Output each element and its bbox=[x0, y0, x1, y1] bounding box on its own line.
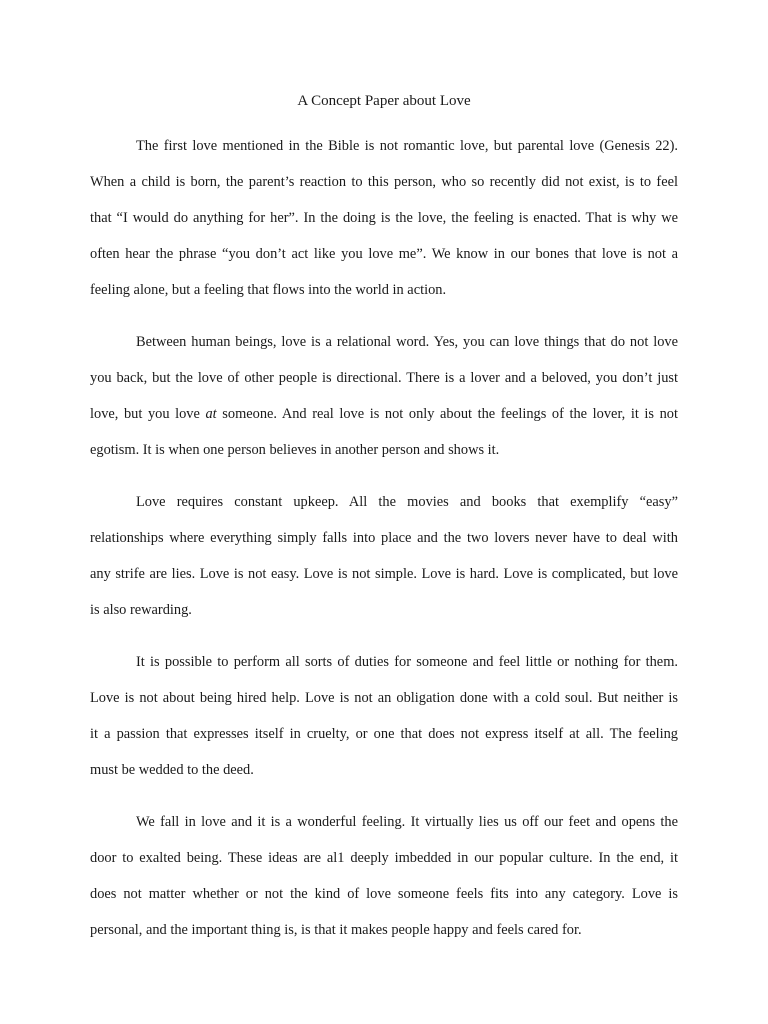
document-title: A Concept Paper about Love bbox=[297, 93, 471, 109]
text-line: It is possible to perform all sorts of duties for someone and feel little or nothing for them. bbox=[136, 654, 678, 670]
text-line: door to exalted being. These ideas are al1 deeply imbedded in our popular culture. In the end, it bbox=[90, 850, 678, 866]
paragraph-1 bbox=[90, 128, 678, 308]
paragraph-5 bbox=[90, 804, 678, 948]
text-run: someone. And real love is not only about the feelings of the lover, it is not bbox=[216, 406, 679, 422]
paragraph-4 bbox=[90, 644, 678, 788]
text-line: it a passion that expresses itself in cruelty, or one that does not express itself at all. The feeling bbox=[90, 726, 678, 742]
emphasis-text: at bbox=[205, 406, 217, 422]
text-line: We fall in love and it is a wonderful feeling. It virtually lies us off our feet and opens the bbox=[136, 814, 678, 830]
text-line: is also rewarding. bbox=[90, 602, 192, 618]
text-line: personal, and the important thing is, is that it makes people happy and feels cared for. bbox=[90, 922, 582, 938]
text-line: egotism. It is when one person believes in another person and shows it. bbox=[90, 442, 500, 458]
text-line: Love requires constant upkeep. All the movies and books that exemplify “easy” bbox=[136, 494, 678, 510]
text-line: any strife are lies. Love is not easy. Love is not simple. Love is hard. Love is complicated, but love bbox=[90, 566, 678, 582]
text-line: does not matter whether or not the kind of love someone feels fits into any category. Love is bbox=[90, 886, 678, 902]
paragraph-2 bbox=[90, 324, 678, 468]
text-line: Between human beings, love is a relational word. Yes, you can love things that do not love bbox=[136, 334, 678, 350]
text-line: relationships where everything simply falls into place and the two lovers never have to deal with bbox=[90, 530, 678, 546]
text-run: love, but you love bbox=[90, 406, 206, 422]
text-line: you back, but the love of other people is directional. There is a lover and a beloved, you don’t just bbox=[90, 370, 678, 386]
text-line: When a child is born, the parent’s reaction to this person, who so recently did not exist, is to feel bbox=[90, 174, 678, 190]
document-page bbox=[90, 90, 678, 964]
text-line bbox=[90, 396, 678, 432]
paragraph-3 bbox=[90, 484, 678, 628]
text-line: often hear the phrase “you don’t act like you love me”. We know in our bones that love is not a bbox=[90, 246, 678, 262]
text-line: that “I would do anything for her”. In the doing is the love, the feeling is enacted. That is why we bbox=[90, 210, 678, 226]
text-line: The first love mentioned in the Bible is not romantic love, but parental love (Genesis 22). bbox=[136, 138, 678, 154]
text-line: Love is not about being hired help. Love is not an obligation done with a cold soul. But neither is bbox=[90, 690, 678, 706]
text-line: feeling alone, but a feeling that flows into the world in action. bbox=[90, 282, 447, 298]
text-line: must be wedded to the deed. bbox=[90, 762, 254, 778]
